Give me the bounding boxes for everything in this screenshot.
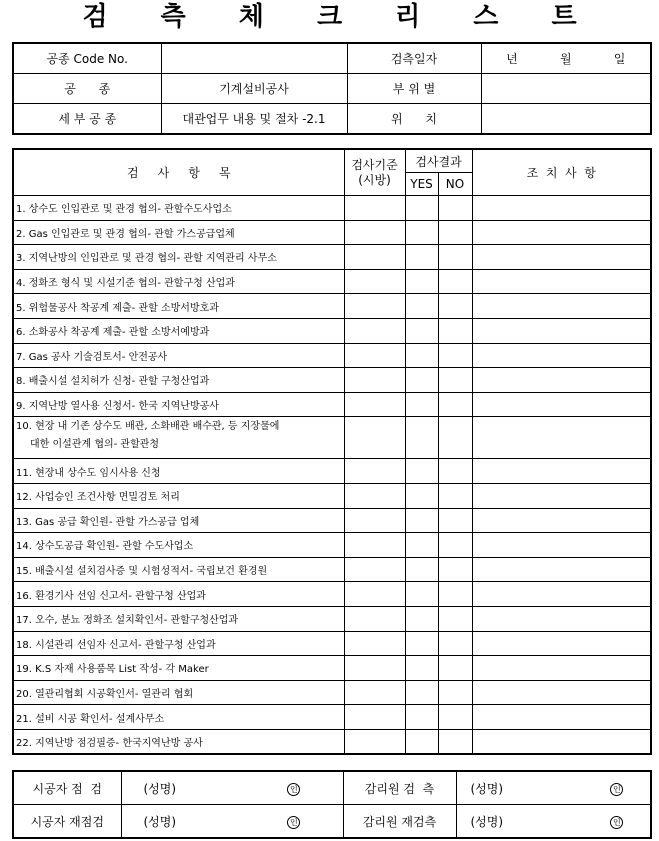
location-label: 위 치: [347, 104, 481, 135]
checklist-row: [13, 582, 651, 607]
checklist-row: [13, 533, 651, 558]
no-cell[interactable]: [438, 680, 472, 705]
action-cell[interactable]: [472, 343, 651, 368]
yes-cell[interactable]: [405, 368, 438, 393]
action-cell[interactable]: [472, 729, 651, 754]
checklist-row: [13, 196, 651, 221]
action-cell[interactable]: [472, 508, 651, 533]
yes-cell[interactable]: [405, 294, 438, 319]
action-cell[interactable]: [472, 533, 651, 558]
page-title: 검 측 체 크 리 스 트: [82, 2, 599, 32]
action-cell[interactable]: [472, 417, 651, 459]
checklist-item: 14. 상수도공급 확인원- 관할 수도사업소: [13, 533, 344, 558]
supervisor-inspect-label: 감리원 검 측: [343, 771, 456, 805]
checklist-row: [13, 705, 651, 730]
checklist-item: 7. Gas 공사 기술검토서- 안전공사: [13, 343, 344, 368]
inspection-date-label: 검측일자: [347, 43, 481, 74]
criteria-cell[interactable]: [344, 392, 405, 417]
info-row-sub-work-type: [13, 104, 651, 135]
contractor-recheck-sign[interactable]: [121, 805, 343, 839]
action-cell[interactable]: [472, 557, 651, 582]
checklist-row: [13, 631, 651, 656]
code-label: 공종 Code No.: [13, 43, 161, 74]
yes-cell[interactable]: [405, 631, 438, 656]
no-cell[interactable]: [438, 656, 472, 681]
criteria-cell[interactable]: [344, 606, 405, 631]
criteria-cell[interactable]: [344, 343, 405, 368]
checklist-row: [13, 459, 651, 484]
name-placeholder: (성명): [470, 814, 504, 829]
checklist-row: [13, 557, 651, 582]
yes-cell[interactable]: [405, 392, 438, 417]
checklist-item: 17. 오수, 분뇨 정화조 설치확인서- 관할구청산업과: [13, 606, 344, 631]
criteria-cell[interactable]: [344, 680, 405, 705]
header-criteria-line2: (시방): [358, 172, 391, 187]
yes-cell[interactable]: [405, 680, 438, 705]
checklist-item: 12. 사업승인 조건사항 면밀검토 처리: [13, 483, 344, 508]
yes-cell[interactable]: [405, 656, 438, 681]
criteria-cell[interactable]: [344, 269, 405, 294]
supervisor-reinspect-sign[interactable]: [456, 805, 651, 839]
criteria-cell[interactable]: [344, 582, 405, 607]
date-year: 년: [506, 52, 518, 66]
action-cell[interactable]: [472, 656, 651, 681]
date-day: 일: [613, 52, 626, 66]
action-cell[interactable]: [472, 483, 651, 508]
yes-cell[interactable]: [405, 459, 438, 484]
sub-work-type-value[interactable]: 대관업무 내용 및 절차 -2.1: [161, 104, 347, 135]
checklist-item: [13, 417, 344, 459]
action-cell[interactable]: [472, 269, 651, 294]
yes-cell[interactable]: [405, 729, 438, 754]
no-cell[interactable]: [438, 392, 472, 417]
yes-cell[interactable]: [405, 269, 438, 294]
action-cell[interactable]: [472, 606, 651, 631]
criteria-cell[interactable]: [344, 705, 405, 730]
criteria-cell[interactable]: [344, 245, 405, 270]
checklist-row: [13, 245, 651, 270]
yes-cell[interactable]: [405, 533, 438, 558]
part-value[interactable]: [481, 74, 651, 104]
inspection-date-value[interactable]: [481, 43, 651, 74]
info-table: [12, 42, 652, 135]
seal-icon: 인: [287, 783, 300, 796]
contractor-recheck-label: 시공자 재점검: [13, 805, 121, 839]
checklist-row: [13, 680, 651, 705]
yes-cell[interactable]: [405, 606, 438, 631]
yes-cell[interactable]: [405, 582, 438, 607]
seal-icon: 인: [610, 816, 623, 829]
checklist-row: [13, 343, 651, 368]
yes-cell[interactable]: [405, 196, 438, 221]
header-action: 조 치 사 항: [472, 149, 651, 196]
contractor-check-label: 시공자 점 검: [13, 771, 121, 805]
name-placeholder: (성명): [143, 814, 177, 829]
checklist-row: [13, 368, 651, 393]
action-cell[interactable]: [472, 680, 651, 705]
no-cell[interactable]: [438, 294, 472, 319]
checklist-item: 22. 지역난방 점검필증- 한국지역난방 공사: [13, 729, 344, 754]
name-placeholder: (성명): [470, 781, 504, 796]
location-value[interactable]: [481, 104, 651, 135]
yes-cell[interactable]: [405, 318, 438, 343]
checklist-item: 1. 상수도 인입관로 및 관경 협의- 관할수도사업소: [13, 196, 344, 221]
action-cell[interactable]: [472, 582, 651, 607]
checklist-item-line2: 대한 이설관계 협의- 관할관청: [30, 439, 160, 451]
yes-cell[interactable]: [405, 557, 438, 582]
no-cell[interactable]: [438, 417, 472, 459]
criteria-cell[interactable]: [344, 368, 405, 393]
code-value[interactable]: [161, 43, 347, 74]
checklist-item: 2. Gas 인입관로 및 관경 협의- 관할 가스공급업체: [13, 220, 344, 245]
checklist-row: [13, 508, 651, 533]
checklist-row: [13, 656, 651, 681]
info-row-work-type: [13, 74, 651, 104]
checklist-item: 16. 환경기사 선임 신고서- 관할구청 산업과: [13, 582, 344, 607]
action-cell[interactable]: [472, 368, 651, 393]
info-row-code: [13, 43, 651, 74]
criteria-cell[interactable]: [344, 220, 405, 245]
no-cell[interactable]: [438, 631, 472, 656]
action-cell[interactable]: [472, 318, 651, 343]
action-cell[interactable]: [472, 220, 651, 245]
no-cell[interactable]: [438, 729, 472, 754]
action-cell[interactable]: [472, 392, 651, 417]
criteria-cell[interactable]: [344, 508, 405, 533]
action-cell[interactable]: [472, 631, 651, 656]
no-cell[interactable]: [438, 245, 472, 270]
header-no: NO: [438, 173, 472, 196]
supervisor-reinspect-label: 감리원 재검측: [343, 805, 456, 839]
checklist-row: [13, 220, 651, 245]
action-cell[interactable]: [472, 705, 651, 730]
checklist-item: 19. K.S 자재 사용품목 List 작성- 각 Maker: [13, 656, 344, 681]
yes-cell[interactable]: [405, 508, 438, 533]
no-cell[interactable]: [438, 220, 472, 245]
no-cell[interactable]: [438, 269, 472, 294]
checklist-row: [13, 417, 651, 459]
yes-cell[interactable]: [405, 417, 438, 459]
no-cell[interactable]: [438, 483, 472, 508]
no-cell[interactable]: [438, 508, 472, 533]
criteria-cell[interactable]: [344, 533, 405, 558]
yes-cell[interactable]: [405, 220, 438, 245]
seal-icon: 인: [610, 783, 623, 796]
signature-row-2: [13, 805, 651, 839]
criteria-cell[interactable]: [344, 483, 405, 508]
checklist-row: [13, 606, 651, 631]
checklist-table: [12, 148, 652, 755]
checklist-row: [13, 318, 651, 343]
no-cell[interactable]: [438, 368, 472, 393]
checklist-item: 8. 배출시설 설치허가 신청- 관할 구청산업과: [13, 368, 344, 393]
checklist-row: [13, 294, 651, 319]
header-criteria: [344, 149, 405, 196]
checklist-item: 15. 배출시설 설치검사증 및 시험성적서- 국립보건 환경원: [13, 557, 344, 582]
no-cell[interactable]: [438, 533, 472, 558]
criteria-cell[interactable]: [344, 417, 405, 459]
checklist-item: 11. 현장내 상수도 임시사용 신청: [13, 459, 344, 484]
header-yes: YES: [405, 173, 438, 196]
work-type-value[interactable]: 기계설비공사: [161, 74, 347, 104]
checklist-item: 5. 위험물공사 착공계 제출- 관할 소방서방호과: [13, 294, 344, 319]
checklist-item: 18. 시설관리 선임자 신고서- 관할구청 산업과: [13, 631, 344, 656]
criteria-cell[interactable]: [344, 656, 405, 681]
supervisor-inspect-sign[interactable]: [456, 771, 651, 805]
checklist-item: 3. 지역난방의 인입관로 및 관경 협의- 관할 지역관리 사무소: [13, 245, 344, 270]
no-cell[interactable]: [438, 582, 472, 607]
criteria-cell[interactable]: [344, 459, 405, 484]
criteria-cell[interactable]: [344, 631, 405, 656]
checklist-item: 13. Gas 공급 확인원- 관할 가스공급 업체: [13, 508, 344, 533]
yes-cell[interactable]: [405, 483, 438, 508]
no-cell[interactable]: [438, 318, 472, 343]
no-cell[interactable]: [438, 606, 472, 631]
work-type-label: 공 종: [13, 74, 161, 104]
contractor-check-sign[interactable]: [121, 771, 343, 805]
no-cell[interactable]: [438, 557, 472, 582]
no-cell[interactable]: [438, 705, 472, 730]
checklist-row: [13, 483, 651, 508]
criteria-cell[interactable]: [344, 294, 405, 319]
name-placeholder: (성명): [143, 781, 177, 796]
seal-icon: 인: [287, 816, 300, 829]
checklist-row: [13, 729, 651, 754]
checklist-item: 6. 소화공사 착공계 제출- 관할 소방서예방과: [13, 318, 344, 343]
no-cell[interactable]: [438, 343, 472, 368]
action-cell[interactable]: [472, 196, 651, 221]
criteria-cell[interactable]: [344, 196, 405, 221]
action-cell[interactable]: [472, 245, 651, 270]
checklist-row: [13, 269, 651, 294]
checklist-header-row-1: [13, 149, 651, 173]
criteria-cell[interactable]: [344, 557, 405, 582]
header-result: 검사결과: [405, 149, 472, 173]
sub-work-type-label: 세 부 공 종: [13, 104, 161, 135]
checklist-item: 9. 지역난방 열사용 신청서- 한국 지역난방공사: [13, 392, 344, 417]
signature-table: [12, 770, 652, 839]
checklist-item: 4. 정화조 형식 및 시설기준 협의- 관할구청 산업과: [13, 269, 344, 294]
no-cell[interactable]: [438, 196, 472, 221]
yes-cell[interactable]: [405, 343, 438, 368]
checklist-item-line1: 10. 현장 내 기존 상수도 배관, 소화배관 배수관, 등 지장물에: [16, 421, 280, 433]
part-label: 부 위 별: [347, 74, 481, 104]
checklist-item: 20. 열관리협회 시공확인서- 열관리 협회: [13, 680, 344, 705]
action-cell[interactable]: [472, 294, 651, 319]
checklist-row: [13, 392, 651, 417]
yes-cell[interactable]: [405, 705, 438, 730]
checklist-item: 21. 설비 시공 확인서- 설계사무소: [13, 705, 344, 730]
action-cell[interactable]: [472, 459, 651, 484]
signature-row-1: [13, 771, 651, 805]
no-cell[interactable]: [438, 459, 472, 484]
yes-cell[interactable]: [405, 245, 438, 270]
criteria-cell[interactable]: [344, 318, 405, 343]
criteria-cell[interactable]: [344, 729, 405, 754]
header-criteria-line1: 검사기준: [351, 157, 398, 172]
date-month: 월: [559, 52, 572, 66]
header-inspection-item: 검 사 항 목: [13, 149, 344, 196]
